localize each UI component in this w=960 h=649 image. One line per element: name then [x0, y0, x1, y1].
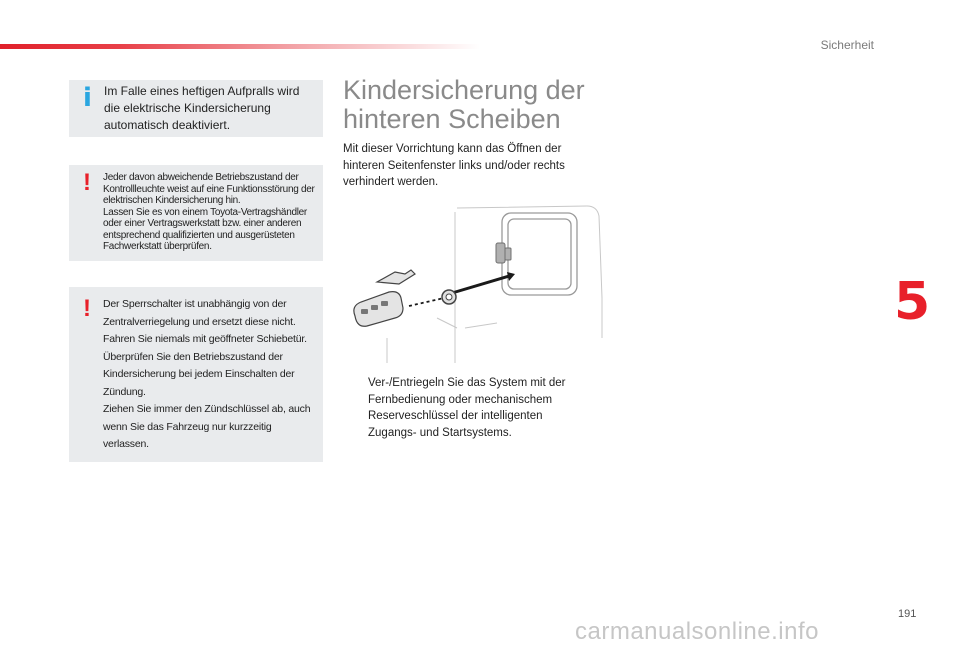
warning-box-lock-switch: [69, 287, 323, 462]
warning-text: [103, 172, 319, 253]
page-title: Kindersicherung der hinteren Scheiben: [343, 75, 585, 134]
warning-text-line: Der Sperrschalter ist unabhängig von der Zentralverriegelung und ersetzt diese nicht.: [103, 298, 296, 328]
watermark: carmanualsonline.info: [575, 618, 819, 645]
warning-text-line: Lassen Sie es von einem Toyota-Vertragshändler oder einer Vertragswerkstatt bzw. einer anderen entsprechend qualifizierten und ausgerüsteten Fachwerkstatt überprüfen.: [103, 206, 307, 252]
warning-text: [103, 296, 319, 454]
warning-icon: !: [83, 169, 91, 196]
warning-text-line: Ziehen Sie immer den Zündschlüssel ab, auch wenn Sie das Fahrzeug nur kurzzeitig verlassen.: [103, 403, 311, 450]
section-title: Sicherheit: [820, 38, 874, 52]
info-icon: i: [83, 83, 92, 113]
child-lock-illustration: [347, 198, 609, 368]
header-accent-bar: [0, 44, 480, 49]
page-number: 191: [898, 608, 917, 620]
warning-box-indicator: [69, 165, 323, 261]
intro-paragraph: Mit dieser Vorrichtung kann das Öffnen der hinteren Seitenfenster links und/oder rechts verhindert werden.: [343, 143, 565, 188]
warning-text-line: Fahren Sie niemals mit geöffneter Schiebetür.: [103, 333, 307, 345]
info-text: Im Falle eines heftigen Aufpralls wird die elektrische Kindersicherung automatisch deaktiviert.: [104, 84, 300, 132]
instruction-text: Ver-/Entriegeln Sie das System mit der Fernbedienung oder mechanischem Reserveschlüssel der intelligenten Zugangs- und Startsystems.: [368, 377, 566, 439]
warning-text-line: Jeder davon abweichende Betriebszustand der Kontrollleuchte weist auf eine Funktionsstörung der elektrischen Kindersicherung hin.: [103, 172, 315, 206]
warning-icon: !: [83, 295, 91, 322]
info-box: [69, 80, 323, 137]
chapter-number: 5: [894, 272, 931, 332]
warning-text-line: Überprüfen Sie den Betriebszustand der Kindersicherung bei jedem Einschalten der Zündung.: [103, 350, 295, 398]
